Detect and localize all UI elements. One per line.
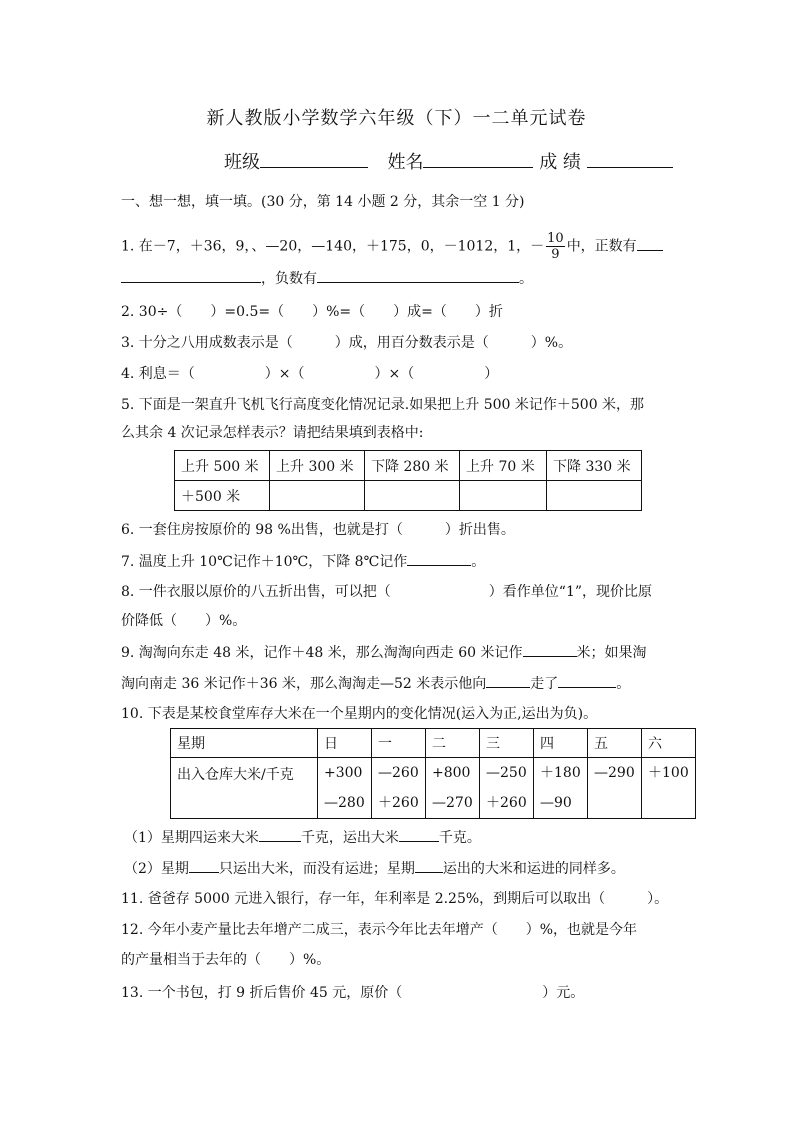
score-label: 成 绩 <box>539 152 581 173</box>
answer-blank[interactable] <box>189 858 219 873</box>
negative-answer-blank[interactable] <box>317 268 519 283</box>
cell-top-value: ＋100 <box>648 765 689 781</box>
table-header-cell: 上升 70 米 <box>460 451 547 481</box>
question-8-line2[interactable]: 价降低（ ）%。 <box>121 613 247 629</box>
answer-blank[interactable] <box>415 858 443 873</box>
cell-bottom-value: —280 <box>324 795 365 811</box>
answer-cell[interactable] <box>365 481 460 511</box>
altitude-table <box>174 450 642 511</box>
question-8-line1[interactable]: 8. 一件衣服以原价的八五折出售，可以把（ ）看作单位“1”，现价比原 <box>121 584 653 600</box>
answer-cell[interactable] <box>270 481 365 511</box>
table-header-cell: 下降 330 米 <box>547 451 642 481</box>
sub2-text: 只运出大米，而没有运进；星期 <box>218 861 415 877</box>
class-field[interactable] <box>260 149 368 168</box>
sub1-text: 千克，运出大米 <box>300 830 399 846</box>
table-cell <box>372 758 426 819</box>
fraction-numerator: 10 <box>547 231 564 246</box>
answer-blank[interactable] <box>407 551 471 566</box>
cell-top-value: ＋180 <box>540 765 581 781</box>
sub1-end: 千克。 <box>438 830 481 846</box>
question-10-sub1 <box>124 827 481 848</box>
question-4[interactable]: 4. 利息＝（ ）×（ ）×（ ） <box>121 366 499 382</box>
question-6[interactable]: 6. 一套住房按原价的 98 %出售，也就是打（ ）折出售。 <box>121 522 515 538</box>
positive-answer-blank[interactable] <box>637 236 663 251</box>
q7-end: 。 <box>471 554 486 570</box>
table-header-cell: 四 <box>534 729 588 758</box>
table-cell <box>588 758 642 819</box>
q1-positive-label: 中，正数有 <box>566 238 637 255</box>
class-label: 班级 <box>224 152 260 173</box>
question-12-line1[interactable]: 12. 今年小麦产量比去年增产二成三，表示今年比去年增产（ ）%，也就是今年 <box>121 922 638 938</box>
table-header-cell: 三 <box>480 729 534 758</box>
cell-top-value: —290 <box>594 765 635 781</box>
question-11[interactable]: 11. 爸爸存 5000 元进入银行，存一年，年利率是 2.25%，到期后可以取出（ ）。 <box>121 891 669 907</box>
answer-blank[interactable] <box>259 827 301 842</box>
answer-blank[interactable] <box>523 642 577 657</box>
positive-answer-blank-cont[interactable] <box>121 268 261 283</box>
score-field[interactable] <box>587 149 673 168</box>
table-header-cell: 二 <box>426 729 480 758</box>
fraction-denominator: 9 <box>551 247 560 262</box>
q1-text: 1. 在－7，＋36，9，、—20，—140，＋175，0，－1012，1，－ <box>121 238 545 255</box>
answer-blank[interactable] <box>486 673 530 688</box>
table-header-cell: 日 <box>318 729 372 758</box>
table-cell <box>642 758 696 819</box>
question-3[interactable]: 3. 十分之八用成数表示是（ ）成，用百分数表示是（ ）%。 <box>121 335 573 351</box>
question-5-line1: 5. 下面是一架直升飞机飞行高度变化情况记录.如果把上升 500 米记作＋500 米，那 <box>121 397 645 413</box>
cell-bottom-value: —90 <box>540 795 572 811</box>
table-header-row <box>171 729 696 758</box>
cell-top-value: —260 <box>378 765 419 781</box>
sub1-text: （1）星期四运来大米 <box>124 830 259 846</box>
q9-text: 9. 淘淘向东走 48 米，记作＋48 米，那么淘淘向西走 60 米记作 <box>121 645 523 661</box>
q9-text: 米；如果淘 <box>576 645 647 661</box>
name-field[interactable] <box>423 149 533 168</box>
question-10-sub2 <box>124 858 625 879</box>
student-info-row <box>224 148 673 174</box>
question-7 <box>121 551 485 572</box>
answer-cell[interactable] <box>547 481 642 511</box>
table-row <box>175 481 642 511</box>
cell-top-value: +300 <box>324 765 363 781</box>
question-9-line1 <box>121 642 647 663</box>
table-row <box>171 758 696 819</box>
table-header-cell: 下降 280 米 <box>365 451 460 481</box>
question-2[interactable]: 2. 30÷（ ）=0.5=（ ）%=（ ）成=（ ）折 <box>121 304 503 320</box>
q9-text: 淘向南走 36 米记作＋36 米，那么淘淘走—52 米表示他向 <box>121 676 487 692</box>
table-cell <box>480 758 534 819</box>
q9-text: 走了 <box>530 676 559 692</box>
question-1-cont <box>121 268 533 289</box>
answer-blank[interactable] <box>399 827 439 842</box>
cell-top-value: —250 <box>486 765 527 781</box>
table-header-cell: 一 <box>372 729 426 758</box>
question-5-line2: 么其余 4 次记录怎样表示？请把结果填到表格中: <box>121 425 424 441</box>
table-cell <box>318 758 372 819</box>
table-header-cell: 上升 500 米 <box>175 451 270 481</box>
cell-bottom-value: —270 <box>432 795 473 811</box>
q1-negative-label: ，负数有 <box>261 271 317 287</box>
cell-bottom-value: ＋260 <box>378 795 419 811</box>
table-cell <box>426 758 480 819</box>
question-12-line2[interactable]: 的产量相当于去年的（ ）%。 <box>121 952 331 968</box>
fraction <box>546 231 565 262</box>
page-title: 新人教版小学数学六年级（下）一二单元试卷 <box>206 108 587 129</box>
table-header-row <box>175 451 642 481</box>
table-header-cell: 星期 <box>171 729 318 758</box>
row-label: 出入仓库大米/千克 <box>171 758 318 819</box>
question-9-line2 <box>121 673 630 694</box>
q9-end: 。 <box>616 676 631 692</box>
q1-end: 。 <box>519 271 533 287</box>
table-header-cell: 五 <box>588 729 642 758</box>
name-label: 姓名 <box>387 152 424 173</box>
question-10: 10. 下表是某校食堂库存大米在一个星期内的变化情况(运入为正,运出为负)。 <box>121 706 598 722</box>
rice-stock-table <box>170 728 696 819</box>
question-1 <box>121 231 663 262</box>
table-cell: ＋500 米 <box>175 481 270 511</box>
sub2-text: （2）星期 <box>124 861 189 877</box>
question-13[interactable]: 13. 一个书包，打 9 折后售价 45 元，原价（ ）元。 <box>121 985 585 1001</box>
sub2-end: 运出的大米和运进的同样多。 <box>442 861 625 877</box>
cell-bottom-value: ＋260 <box>486 795 527 811</box>
cell-top-value: +800 <box>432 765 471 781</box>
answer-cell[interactable] <box>460 481 547 511</box>
table-header-cell: 六 <box>642 729 696 758</box>
q7-text: 7. 温度上升 10℃记作＋10℃，下降 8℃记作 <box>121 554 408 570</box>
table-cell <box>534 758 588 819</box>
section-heading: 一、想一想，填一填。(30 分，第 14 小题 2 分，其余一空 1 分) <box>121 194 525 210</box>
answer-blank[interactable] <box>558 673 616 688</box>
table-header-cell: 上升 300 米 <box>270 451 365 481</box>
